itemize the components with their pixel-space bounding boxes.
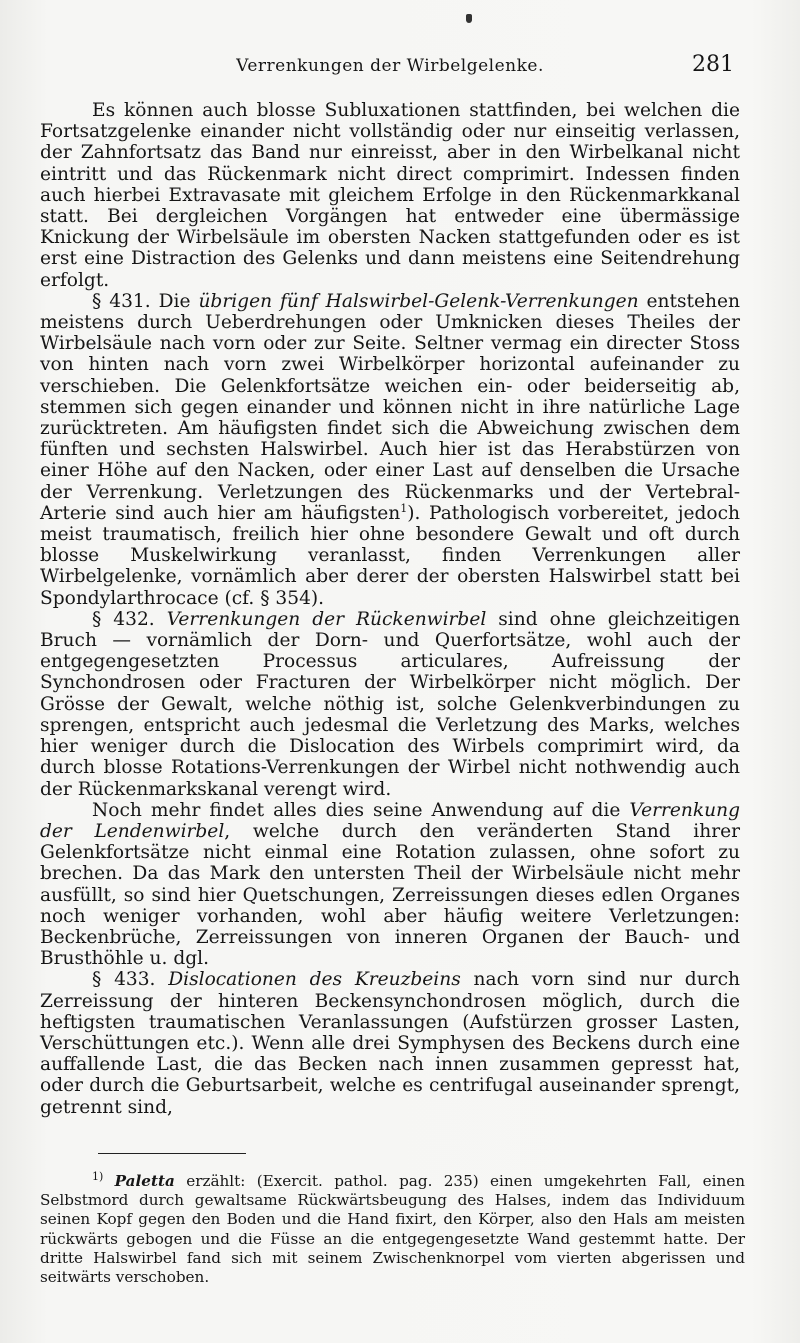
- text-segment: Noch mehr findet alles dies seine Anwendung auf die: [92, 799, 630, 821]
- text-segment: § 433.: [92, 969, 169, 991]
- body-text: [40, 100, 740, 1118]
- ink-mark: [466, 14, 472, 23]
- paragraph: [40, 100, 740, 291]
- paragraph: [40, 800, 740, 970]
- italic-phrase: Verrenkung der Lendenwirbel: [40, 799, 740, 842]
- footnote-author: Paletta: [114, 1172, 175, 1190]
- paragraph: [40, 291, 740, 609]
- page-header: [40, 52, 740, 82]
- text-segment: § 432.: [92, 608, 167, 630]
- running-title: Verrenkungen der Wirbelgelenke.: [236, 56, 544, 76]
- text-segment: , welche durch den veränderten Stand ihrer Gelenkfortsätze nicht einmal eine Rotation zulassen, ohne sofort zu brechen. Da das Mark den untersten Theil der Wirbelsäule nicht mehr ausfüllt, so sind hier Quetschungen, Zerreissungen dieses edlen Organes noch weniger vorhanden, wohl aber häufig weitere Verletzungen: Beckenbrüche, Zerreissungen von inneren Organen der Bauch- und Brusthöhle u. dgl.: [40, 820, 740, 970]
- text-segment: § 431. Die: [92, 290, 199, 312]
- italic-phrase: Verrenkungen der Rückenwirbel: [166, 608, 487, 630]
- page-number: 281: [692, 52, 734, 77]
- text-segment: sind ohne gleichzeitigen Bruch — vornämlich der Dorn- und Querfortsätze, wohl auch der entgegengesetzten Processus articulares, Aufreissung der Synchondrosen oder Fracturen der Wirbelkörper nicht möglich. Der Grösse der Gewalt, welche nöthig ist, solche Gelenkverbindungen zu sprengen, entspricht auch jedesmal die Verletzung des Marks, welches hier weniger durch die Dislocation des Wirbels comprimirt wird, da durch blosse Rotations-Verrenkungen der Wirbel nicht nothwendig auch der Rückenmarkskanal verengt wird.: [40, 608, 740, 800]
- paragraph: [40, 609, 740, 800]
- footnote: [40, 1169, 746, 1287]
- text-segment: Es können auch blosse Subluxationen stattfinden, bei welchen die Fortsatzgelenke einander nicht vollständig oder nur einseitig verlassen, der Zahnfortsatz das Band nur einreisst, aber in den Wirbelkanal nicht eintritt und das Rückenmark nicht direct comprimirt. Indessen finden auch hierbei Extravasate mit gleichem Erfolge in den Rückenmarkkanal statt. Bei dergleichen Vorgängen hat entweder eine übermässige Knickung der Wirbelsäule im obersten Nacken stattgefunden oder es ist erst eine Distraction des Gelenks und dann meistens eine Seitendrehung erfolgt.: [40, 100, 740, 291]
- footnote-marker: 1): [92, 1169, 104, 1183]
- footnote-text: erzählt: (Exercit. pathol. pag. 235) einen umgekehrten Fall, einen Selbstmord durch gewaltsame Rückwärtsbeugung des Halses, indem das Individuum seinen Kopf gegen den Boden und die Hand fixirt, den Körper, also den Hals am meisten rückwärts gebogen und die Füsse an die entgegengesetzte Wand gestemmt hatte. Der dritte Halswirbel fand sich mit seinem Zwischenknorpel vom vierten abgerissen und seitwärts verschoben.: [40, 1172, 746, 1287]
- text-segment: ). Pathologisch vorbereitet, jedoch meist traumatisch, freilich hier ohne besondere Gewalt und oft durch blosse Muskelwirkung veranlasst, finden Verrenkungen aller Wirbelgelenke, vornämlich aber derer der obersten Halswirbel statt bei Spondylarthrocace (cf. § 354).: [40, 502, 740, 609]
- text-segment: nach vorn sind nur durch Zerreissung der hinteren Beckensynchondrosen möglich, durch die heftigsten traumatischen Veranlassungen (Aufstürzen grosser Lasten, Verschüttungen etc.). Wenn alle drei Symphysen des Beckens durch eine auffallende Last, die das Becken nach innen zusammen gepresst hat, oder durch die Geburtsarbeit, welche es centrifugal auseinander sprengt, getrennt sind,: [40, 969, 740, 1118]
- footnote-rule: [98, 1153, 246, 1154]
- text-segment: entstehen meistens durch Ueberdrehungen oder Umknicken dieses Theiles der Wirbelsäule nach vorn oder zur Seite. Seltner vermag ein directer Stoss von hinten nach vorn zwei Wirbelkörper horizontal aufeinander zu verschieben. Die Gelenkfortsätze weichen ein- oder beiderseitig ab, stemmen sich gegen einander und können nicht in ihre natürliche Lage zurücktreten. Am häufigsten findet sich die Abweichung zwischen dem fünften und sechsten Halswirbel. Auch hier ist das Herabstürzen von einer Höhe auf den Nacken, oder einer Last auf denselben die Ursache der Verrenkung. Verletzungen des Rückenmarks und der Vertebral-Arterie sind auch hier am häufigsten: [40, 290, 740, 524]
- paragraph: [40, 969, 740, 1117]
- italic-phrase: übrigen fünf Halswirbel-Gelenk-Verrenkungen: [198, 290, 639, 312]
- italic-phrase: Dislocationen des Kreuzbeins: [168, 969, 461, 991]
- footnote-reference: 1: [400, 501, 408, 515]
